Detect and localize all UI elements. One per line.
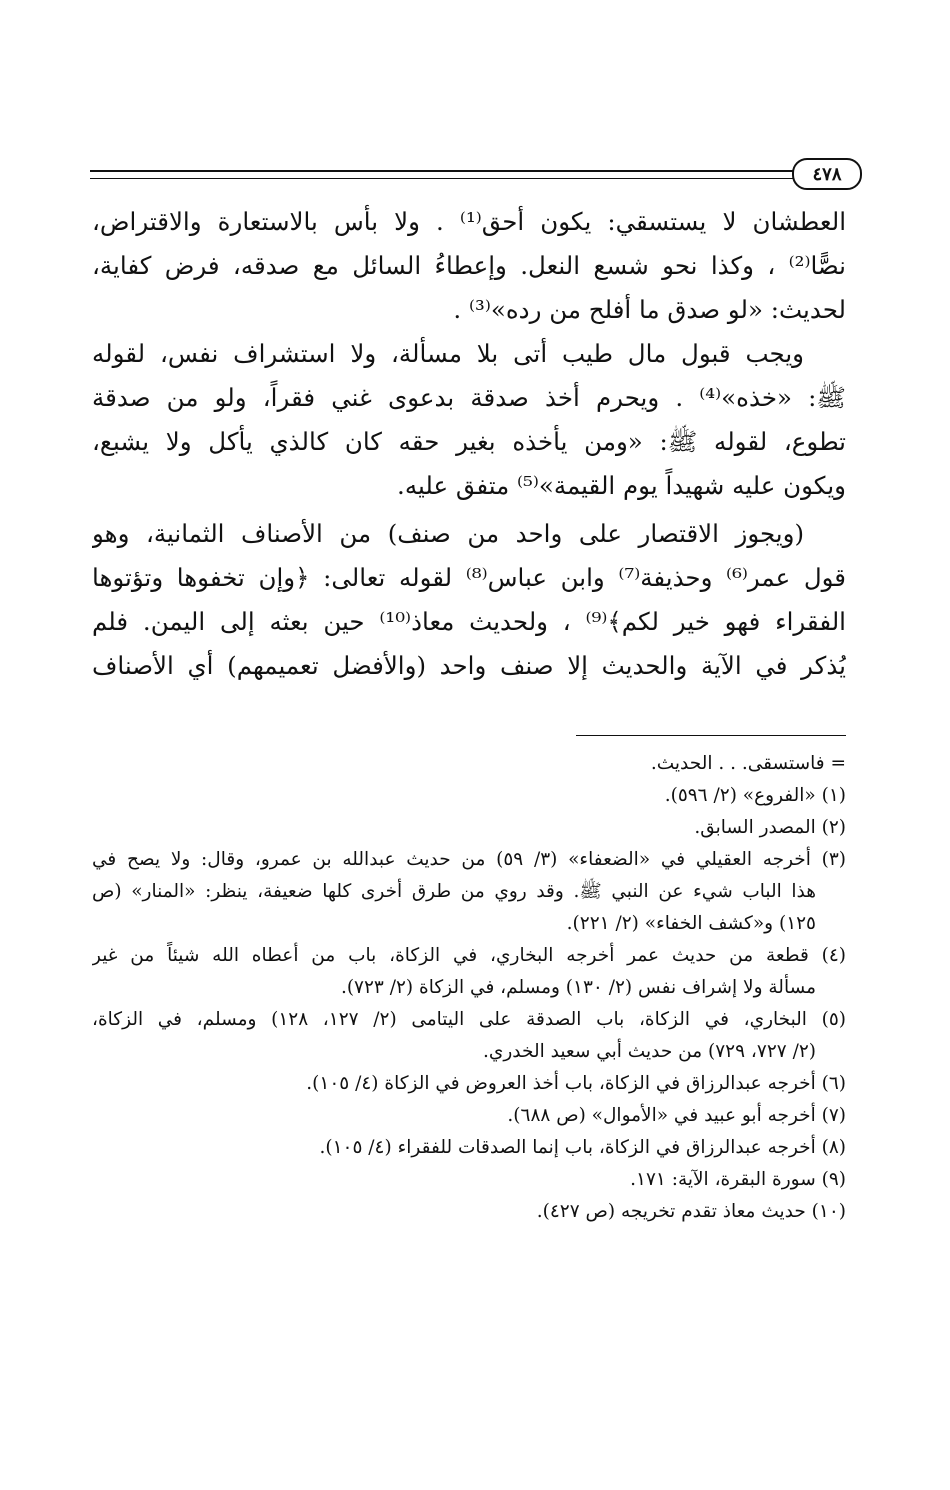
main-line: نصًّا⁽²⁾ ، وكذا نحو شسع النعل. وإعطاءُ السائل مع صدقه، فرض كفاية، (92, 251, 846, 280)
main-line: الفقراء فهو خير لكم﴾⁽⁹⁾ ، ولحديث معاذ⁽¹⁰⁾ حين بعثه إلى اليمن. فلم (92, 607, 846, 636)
header-rule (90, 170, 832, 179)
footnote-line: (٤) قطعة من حديث عمر أخرجه البخاري، في الزكاة، باب من أعطاه الله شيئاً من غير (92, 945, 846, 966)
footnote-line: (٢/ ٧٢٧، ٧٢٩) من حديث أبي سعيد الخدري. (483, 1041, 816, 1062)
page-number: ٤٧٨ (792, 158, 862, 190)
footnote-line: = فاستسقى. . . الحديث. (650, 753, 846, 774)
footnote-line: (٧) أخرجه أبو عبيد في «الأموال» (ص ٦٨٨). (507, 1105, 846, 1126)
main-line: ﷺ: «خذه»⁽⁴⁾ . ويحرم أخذ صدقة بدعوى غني فقراً، ولو من صدقة (92, 383, 846, 412)
footnote-line: ١٢٥) و«كشف الخفاء» (٢/ ٢٢١). (566, 913, 816, 934)
footnote-line: هذا الباب شيء عن النبي ﷺ. وقد روي من طرق أخرى كلها ضعيفة، ينظر: «المنار» (ص (92, 881, 816, 902)
main-line: (ويجوز الاقتصار على واحد من صنف) من الأصناف الثمانية، وهو (92, 519, 804, 548)
main-line: ويكون عليه شهيداً يوم القيمة»⁽⁵⁾ متفق عليه. (397, 471, 846, 500)
footnote-line: (٩) سورة البقرة، الآية: ١٧١. (630, 1169, 846, 1190)
main-line: قول عمر⁽⁶⁾ وحذيفة⁽⁷⁾ وابن عباس⁽⁸⁾ لقوله تعالى: ﴿وإن تخفوها وتؤتوها (92, 563, 846, 592)
footnote-line: (٢) المصدر السابق. (694, 817, 846, 838)
footnotes (92, 748, 846, 1228)
main-line: يُذكر في الآية والحديث إلا صنف واحد (والأفضل تعميمهم) أي الأصناف (92, 651, 846, 680)
footnote-separator (576, 735, 846, 736)
main-line: تطوع، لقوله ﷺ: «ومن يأخذه بغير حقه كان كالذي يأكل ولا يشبع، (92, 427, 846, 456)
footnote-line: (٦) أخرجه عبدالرزاق في الزكاة، باب أخذ العروض في الزكاة (٤/ ١٠٥). (306, 1073, 846, 1094)
footnote-line: (١٠) حديث معاذ تقدم تخريجه (ص ٤٢٧). (536, 1201, 846, 1222)
footnote-line: (١) «الفروع» (٢/ ٥٩٦). (664, 785, 846, 806)
main-text (92, 200, 846, 688)
footnote-line: (٨) أخرجه عبدالرزاق في الزكاة، باب إنما الصدقات للفقراء (٤/ ١٠٥). (319, 1137, 846, 1158)
main-line: لحديث: «لو صدق ما أفلح من رده»⁽³⁾ . (453, 295, 846, 324)
footnote-line: (٥) البخاري، في الزكاة، باب الصدقة على اليتامى (٢/ ١٢٧، ١٢٨) ومسلم، في الزكاة، (92, 1009, 846, 1030)
main-line: العطشان لا يستسقي: يكون أحق⁽¹⁾ . ولا بأس بالاستعارة والاقتراض، (92, 207, 846, 236)
footnote-line: (٣) أخرجه العقيلي في «الضعفاء» (٣/ ٥٩) من حديث عبدالله بن عمرو، وقال: ولا يصح في (92, 849, 846, 870)
main-line: ويجب قبول مال طيب أتى بلا مسألة، ولا استشراف نفس، لقوله (92, 339, 804, 368)
footnote-line: مسألة ولا إشراف نفس (٢/ ١٣٠) ومسلم، في الزكاة (٢/ ٧٢٣). (340, 977, 816, 998)
